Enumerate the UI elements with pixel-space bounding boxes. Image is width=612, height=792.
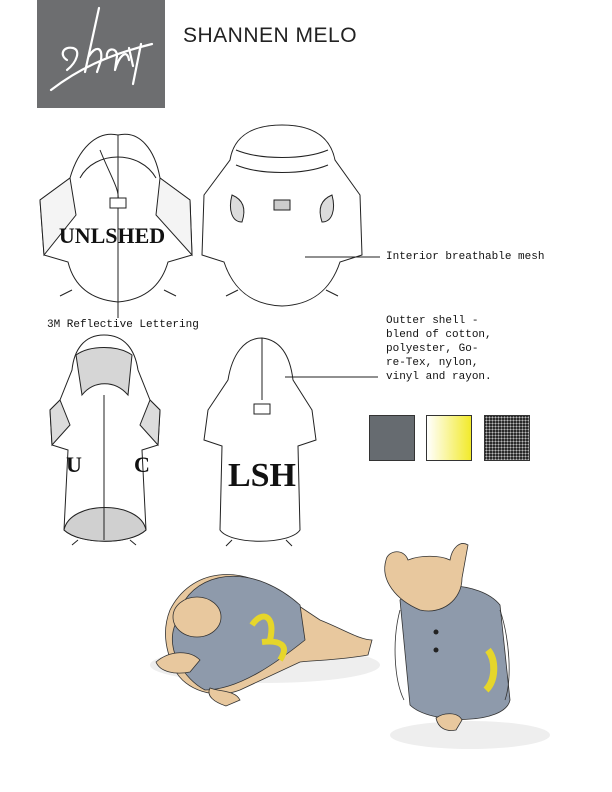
side-lettering-right-icon: C — [134, 452, 150, 477]
designer-name: SHANNEN MELO — [183, 24, 358, 47]
front-open-flat — [50, 335, 160, 545]
mesh-texture-swatch — [484, 415, 530, 461]
gray-shell-swatch — [369, 415, 415, 461]
back-lettering: LSH — [227, 457, 297, 494]
mesh-callout: Interior breathable mesh — [386, 251, 545, 263]
back-flat-2 — [204, 338, 316, 546]
sitting-dog-illustration — [385, 543, 550, 749]
shell-callout: Outter shell - blend of cotton, polyester, Go- re-Tex, nylon, vinyl and rayon. — [386, 315, 492, 383]
reflective-callout: 3M Reflective Lettering — [47, 319, 199, 331]
front-flat — [40, 134, 192, 302]
yellow-reflective-swatch — [426, 415, 472, 461]
lying-dog-illustration — [150, 575, 380, 706]
back-flat — [202, 125, 362, 306]
side-lettering-left-icon: U — [66, 452, 82, 477]
front-lettering: UNLSHED — [58, 223, 166, 248]
